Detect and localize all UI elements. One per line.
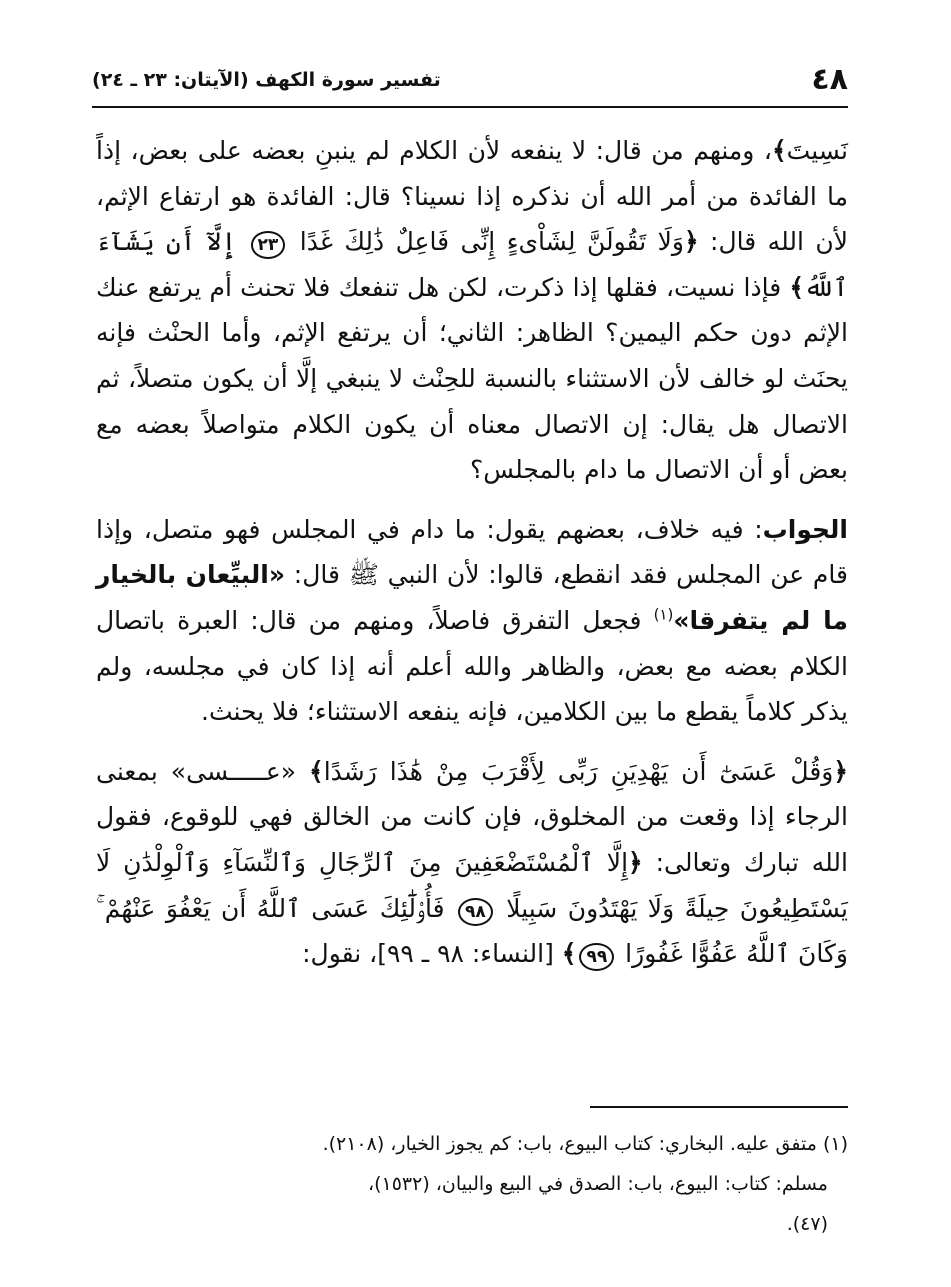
footnote-line: مسلم: كتاب: البيوع، باب: الصدق في البيع والبيان، (١٥٣٢)، <box>367 1173 828 1195</box>
hadith-quote: «البيِّعان بالخيار ما لم يتفرقا» <box>96 560 848 635</box>
paragraph-2-text-a: : فيه خلاف، بعضهم يقول: ما دام في المجلس فهو متصل، وإذا قام عن المجلس فقد انقطع، قالوا: لأن النبي ﷺ قال: <box>96 514 848 590</box>
ayah-number-marker: ٩٨ <box>458 898 493 926</box>
quran-verse-nisa-99: فَأُو۟لَٰٓئِكَ عَسَى ٱللَّهُ أَن يَعْفُوَ عَنْهُمْ ۚ وَكَانَ ٱللَّهُ عَفُوًّا غَفُورًا <box>96 893 848 969</box>
quran-verse-kahf-24b: وَقُلْ عَسَىٰٓ أَن يَهْدِيَنِ رَبِّى لِأَقْرَبَ مِنْ هَٰذَا رَشَدًا <box>323 756 834 786</box>
page-number: ٤٨ <box>811 62 848 97</box>
quran-verse-kahf-24: إِلَّآ أَن يَشَآءَ ٱللَّهُ <box>96 227 848 302</box>
paragraph-1-text-b: فإذا نسيت، فقلها إذا ذكرت، لكن هل تنفعك فلا تحنث أم يرتفع عنك الإثم دون حكم اليمين؟ الظاهر: الثاني؛ أن يرتفع الإثم، وأما الحنْث فإنه يحنَث لو خالف لأن الاستثناء بالنسبة للحِنْث لا ينبغي إلَّا أن يكون متصلاً، ثم الاتصال هل يقال: إن الاتصال معناه أن يكون الكلام متواصلاً بعضه مع بعض أو أن الاتصال ما دام بالمجلس؟ <box>96 272 848 485</box>
quran-close-bracket: ﴾ <box>789 272 805 302</box>
quran-close-bracket: ﴾ <box>771 136 787 165</box>
paragraph-3 <box>96 749 848 977</box>
answer-label: الجواب <box>762 514 848 544</box>
quran-open-bracket: ﴿ <box>833 756 848 786</box>
paragraph-3-text-a: بمعنى الرجاء إذا وقعت من المخلوق، فإن كانت من الخالق فهي للوقوع، فقول الله تبارك وتعالى: <box>96 756 848 877</box>
paragraph-2-text-b: فجعل التفرق فاصلاً، ومنهم من قال: العبرة باتصال الكلام بعضه مع بعض، والظاهر والله أعلم أنه إذا كان في مجلسه، ولم يذكر كلاماً يقطع ما بين الكلامين، فإنه ينفعه الاستثناء؛ فلا يحنث. <box>96 605 848 727</box>
footnote-line: (٤٧). <box>786 1213 828 1235</box>
quran-close-bracket: ﴾ <box>309 756 324 786</box>
ayah-number-marker: ٢٣ <box>251 231 286 259</box>
quoted-word-asa: «عـــــسى» <box>157 756 310 786</box>
header-rule <box>92 106 848 108</box>
paragraph-1 <box>96 128 848 493</box>
paragraph-2 <box>96 507 848 735</box>
ayah-number-marker: ٩٩ <box>579 943 614 971</box>
paragraph-1-text-a: ، ومنهم من قال: لا ينفعه لأن الكلام لم ينبنِ بعضه على بعض، إذاً ما الفائدة من أمر الله أن نذكره إذا نسينا؟ قال: الفائدة هو ارتفاع الإثم، لأن الله قال: <box>96 136 848 257</box>
footnote-reference: (١) <box>653 605 674 624</box>
header-title: تفسير سورة الكهف (الآيتان: ٢٣ ـ ٢٤) <box>92 69 441 91</box>
running-head <box>92 58 848 102</box>
quran-close-bracket: ﴾ <box>561 939 577 969</box>
footnote-line: (١) متفق عليه. البخاري: كتاب البيوع، باب: كم يجوز الخيار، (٢١٠٨). <box>322 1133 848 1155</box>
quran-open-bracket: ﴿ <box>683 227 699 257</box>
body-text <box>96 128 848 977</box>
quran-open-bracket: ﴿ <box>628 847 643 877</box>
paragraph-3-text-b: [النساء: ٩٨ ـ ٩٩]، نقول: <box>302 939 562 969</box>
quran-verse-kahf-23: وَلَا تَقُولَنَّ لِشَاْىءٍ إِنِّى فَاعِلٌ ذَٰلِكَ غَدًا <box>299 227 684 257</box>
footnote-rule <box>590 1106 848 1108</box>
quran-verse-nisa-98: إِلَّا ٱلْمُسْتَضْعَفِينَ مِنَ ٱلرِّجَالِ وَٱلنِّسَآءِ وَٱلْوِلْدَٰنِ لَا يَسْتَطِيعُونَ حِيلَةً وَلَا يَهْتَدُونَ سَبِيلًا <box>96 847 848 923</box>
quran-quote-tail: نَسِيتَ <box>786 136 848 165</box>
footnotes <box>96 1124 848 1244</box>
